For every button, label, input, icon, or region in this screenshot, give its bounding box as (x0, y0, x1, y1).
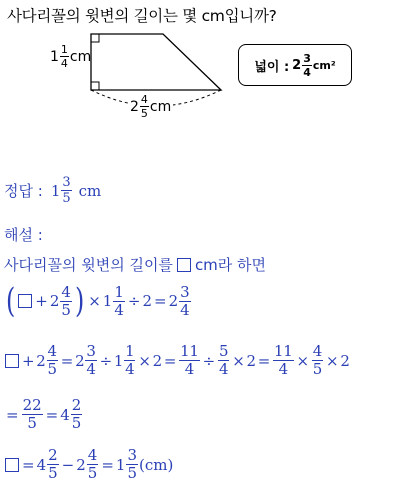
solution-step-1 (4, 281, 192, 321)
num: 4 (61, 282, 71, 301)
bottom-whole: 2 (130, 98, 139, 115)
plus-sign: + (35, 292, 48, 310)
area-fraction (302, 53, 312, 78)
solution-step-4 (4, 448, 173, 481)
divide-sign: ÷ (202, 351, 215, 370)
den: 5 (48, 464, 58, 482)
num: 11 (180, 342, 199, 360)
den: 5 (27, 414, 37, 432)
number: 2 (152, 351, 162, 370)
num-whole: 4 (36, 455, 47, 474)
height-whole: 1 (50, 48, 59, 65)
equals-sign: = (257, 351, 270, 370)
fraction (113, 282, 125, 319)
num: 22 (22, 396, 42, 414)
unknown-box (177, 258, 191, 272)
trapezoid-shape (91, 34, 221, 90)
question-text: 사다리꼴의 윗변의 길이는 몇 cm입니까? (7, 7, 277, 25)
answer-label: 정답 : (4, 182, 43, 200)
num: 2 (71, 396, 82, 414)
area-den: 4 (303, 65, 311, 79)
height-num: 1 (60, 43, 68, 56)
den: 4 (278, 360, 288, 378)
equals-sign: = (6, 405, 19, 424)
fraction (85, 344, 96, 377)
bottom-den: 5 (140, 107, 148, 120)
area-label: 넓이 : (254, 59, 290, 75)
divide-sign: ÷ (99, 351, 112, 370)
bottom-label (128, 94, 173, 119)
answer-unit: cm (78, 181, 102, 200)
den: 4 (86, 360, 96, 378)
fraction (124, 344, 135, 377)
num-whole: 2 (76, 455, 86, 474)
num: 1 (114, 282, 124, 301)
answer-whole: 1 (50, 181, 61, 200)
height-fraction (60, 44, 69, 69)
solution-intro (4, 254, 266, 275)
number: 2 (142, 292, 152, 310)
num-whole: 2 (36, 351, 46, 370)
den: 5 (312, 360, 323, 378)
intro-text-b: cm라 하면 (194, 256, 267, 274)
solution-step-3 (4, 398, 83, 431)
answer-num: 3 (62, 175, 71, 190)
solution-step-2 (4, 344, 350, 377)
num: 5 (218, 342, 229, 360)
den: 5 (127, 464, 138, 482)
number: 2 (246, 351, 256, 370)
paren-open: ( (5, 281, 16, 321)
equals-sign: = (60, 351, 74, 370)
equals-sign: = (45, 405, 59, 424)
height-den: 4 (60, 57, 68, 70)
right-angle-mark (91, 34, 99, 42)
area-num: 3 (303, 51, 311, 65)
area-box (238, 44, 352, 86)
equals-sign: = (154, 292, 167, 310)
num: 4 (312, 342, 323, 360)
fraction (87, 448, 99, 481)
num: 4 (87, 446, 98, 464)
answer-line (4, 176, 101, 205)
fraction (179, 282, 191, 319)
den: 5 (47, 360, 57, 378)
fraction (273, 344, 294, 377)
unit: (cm) (139, 455, 174, 474)
area-unit: cm² (312, 58, 336, 72)
equals-sign: = (101, 455, 114, 474)
area-whole: 2 (292, 57, 302, 73)
height-unit: cm (69, 48, 92, 65)
num-whole: 2 (49, 292, 60, 310)
num-whole: 1 (102, 292, 113, 310)
fraction (22, 398, 43, 431)
den: 5 (87, 464, 98, 482)
divide-sign: ÷ (127, 292, 141, 310)
times-sign: × (138, 351, 151, 370)
equals-sign: = (22, 455, 35, 474)
intro-text-a: 사다리꼴의 윗변의 길이를 (4, 256, 173, 274)
trapezoid-figure (0, 0, 400, 130)
bottom-unit: cm (149, 98, 172, 115)
times-sign: × (88, 292, 101, 310)
fraction (47, 344, 58, 377)
solution-label: 해설 : (4, 226, 43, 244)
num: 3 (127, 446, 138, 464)
num: 2 (48, 446, 58, 464)
minus-sign: − (61, 455, 75, 474)
num: 4 (47, 342, 57, 360)
number: 2 (340, 351, 350, 370)
fraction (47, 448, 59, 481)
den: 4 (180, 300, 190, 319)
answer-fraction (61, 176, 71, 205)
fraction (71, 398, 83, 431)
times-sign: × (326, 351, 339, 370)
right-angle-mark-bottom (91, 82, 99, 90)
num-whole: 2 (168, 292, 179, 310)
den: 5 (61, 300, 71, 319)
times-sign: × (232, 351, 245, 370)
times-sign: × (296, 351, 309, 370)
fraction (218, 344, 229, 377)
den: 4 (125, 360, 135, 378)
unknown-box (18, 294, 32, 308)
num-whole: 4 (60, 405, 70, 424)
bottom-num: 4 (140, 93, 148, 106)
fraction (60, 282, 72, 319)
height-label (50, 44, 91, 69)
den: 4 (218, 360, 229, 378)
paren-close: ) (74, 281, 85, 321)
num: 1 (125, 342, 135, 360)
num-whole: 1 (113, 351, 124, 370)
unknown-box (5, 458, 19, 472)
answer-den: 5 (62, 191, 71, 206)
fraction (312, 344, 323, 377)
num-whole: 1 (115, 455, 126, 474)
num: 11 (274, 342, 293, 360)
fraction (126, 448, 138, 481)
equals-sign: = (163, 351, 177, 370)
fraction (179, 344, 200, 377)
unknown-box (5, 354, 19, 368)
num: 3 (86, 342, 96, 360)
num: 3 (180, 282, 190, 301)
bottom-fraction (140, 94, 149, 119)
den: 4 (114, 300, 124, 319)
num-whole: 2 (75, 351, 85, 370)
den: 5 (71, 414, 82, 432)
plus-sign: + (22, 351, 35, 370)
den: 4 (184, 360, 195, 378)
